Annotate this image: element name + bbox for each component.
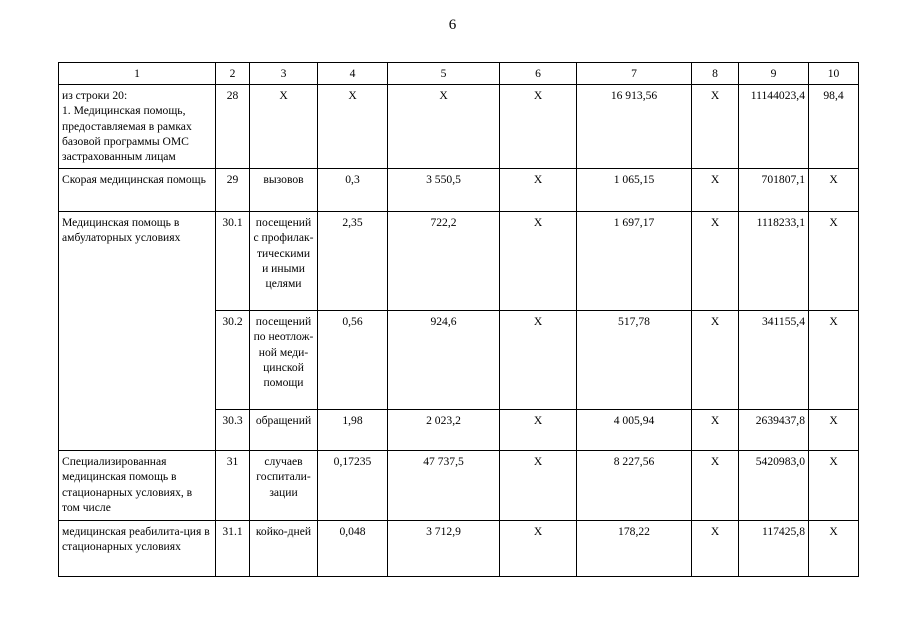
unit-cell: Х [250, 85, 318, 169]
header-cell: 2 [216, 63, 250, 85]
row-code: 31 [216, 451, 250, 521]
table-cell: 1118233,1 [739, 212, 809, 311]
table-cell: 1 065,15 [577, 169, 692, 212]
unit-cell: обращений [250, 410, 318, 451]
row-code: 30.1 [216, 212, 250, 311]
table-cell: 1 697,17 [577, 212, 692, 311]
table-cell: 341155,4 [739, 311, 809, 410]
row-code: 30.3 [216, 410, 250, 451]
table-cell: 722,2 [388, 212, 500, 311]
row-label: медицинская реабилита-ция в стационарных условиях [59, 521, 216, 577]
table-cell: Х [692, 169, 739, 212]
table-cell: 5420983,0 [739, 451, 809, 521]
unit-cell: вызовов [250, 169, 318, 212]
table-cell: Х [500, 451, 577, 521]
unit-cell: случаев госпитали-зации [250, 451, 318, 521]
table-cell: Х [692, 410, 739, 451]
table-cell: 0,3 [318, 169, 388, 212]
table-cell: 4 005,94 [577, 410, 692, 451]
unit-cell: посещений по неотлож-ной меди-цинской помощи [250, 311, 318, 410]
header-cell: 7 [577, 63, 692, 85]
table-cell: 117425,8 [739, 521, 809, 577]
table-cell: Х [388, 85, 500, 169]
row-label: Медицинская помощь в амбулаторных условиях [59, 212, 216, 451]
row-label: Специализированная медицинская помощь в стационарных условиях, в том числе [59, 451, 216, 521]
table-cell: Х [809, 169, 859, 212]
row-code: 28 [216, 85, 250, 169]
row-label: из строки 20: 1. Медицинская помощь, предоставляемая в рамках базовой программы ОМС застрахованным лицам [59, 85, 216, 169]
table-cell: Х [500, 521, 577, 577]
table-cell: 0,17235 [318, 451, 388, 521]
table-cell: 0,56 [318, 311, 388, 410]
table-row [59, 85, 859, 169]
page-number: 6 [448, 17, 457, 33]
table-cell: Х [500, 212, 577, 311]
table-cell: 3 712,9 [388, 521, 500, 577]
table-cell: 8 227,56 [577, 451, 692, 521]
header-cell: 8 [692, 63, 739, 85]
table-cell: Х [318, 85, 388, 169]
table-cell: Х [692, 212, 739, 311]
table-row [59, 451, 859, 521]
header-cell: 3 [250, 63, 318, 85]
table-cell: Х [500, 311, 577, 410]
table-cell: Х [500, 169, 577, 212]
row-label: Скорая медицинская помощь [59, 169, 216, 212]
table-cell: Х [692, 451, 739, 521]
header-cell: 10 [809, 63, 859, 85]
table-cell: 2639437,8 [739, 410, 809, 451]
table-cell: 2 023,2 [388, 410, 500, 451]
table-cell: 98,4 [809, 85, 859, 169]
table-cell: Х [500, 85, 577, 169]
table-cell: 3 550,5 [388, 169, 500, 212]
row-code: 31.1 [216, 521, 250, 577]
table-cell: 924,6 [388, 311, 500, 410]
table-cell: 517,78 [577, 311, 692, 410]
table-cell: 11144023,4 [739, 85, 809, 169]
row-code: 30.2 [216, 311, 250, 410]
unit-cell: посещений с профилак-тическими и иными целями [250, 212, 318, 311]
table-row [59, 212, 859, 311]
table-cell: Х [692, 311, 739, 410]
table-row [59, 521, 859, 577]
table-cell: Х [692, 521, 739, 577]
table-cell: Х [809, 410, 859, 451]
row-code: 29 [216, 169, 250, 212]
header-cell: 4 [318, 63, 388, 85]
table-cell: Х [500, 410, 577, 451]
table-cell: Х [809, 521, 859, 577]
header-cell: 6 [500, 63, 577, 85]
header-cell: 9 [739, 63, 809, 85]
table-cell: 0,048 [318, 521, 388, 577]
header-row [59, 63, 859, 85]
table-cell: 2,35 [318, 212, 388, 311]
table-cell: 16 913,56 [577, 85, 692, 169]
table-cell: Х [809, 311, 859, 410]
table-cell: Х [692, 85, 739, 169]
header-cell: 1 [59, 63, 216, 85]
table-cell: 1,98 [318, 410, 388, 451]
table-cell: Х [809, 212, 859, 311]
table-cell: 701807,1 [739, 169, 809, 212]
financing-table [58, 62, 859, 577]
header-cell: 5 [388, 63, 500, 85]
unit-cell: койко-дней [250, 521, 318, 577]
table-cell: 47 737,5 [388, 451, 500, 521]
table-row [59, 169, 859, 212]
table-cell: Х [809, 451, 859, 521]
table-cell: 178,22 [577, 521, 692, 577]
